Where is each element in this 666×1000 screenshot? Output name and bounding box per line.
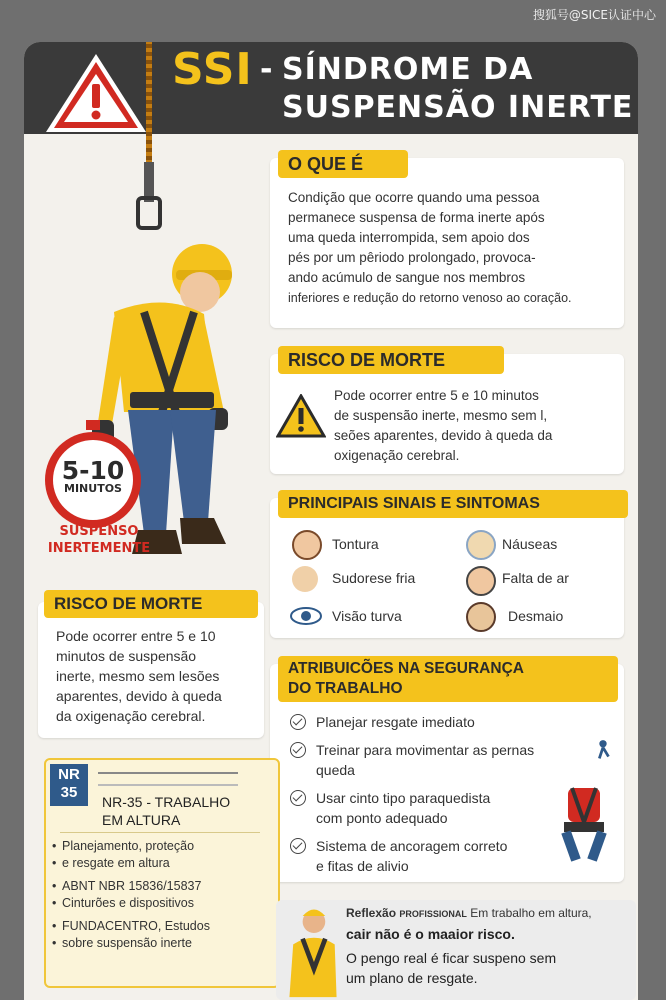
o-que-e-line-4: pés por um pêriodo prolongado, provoca- (288, 250, 536, 265)
sinais-panel (270, 498, 624, 638)
atribuicoes-heading-2: DO TRABALHO (288, 680, 403, 697)
title-acronym: SSI (172, 44, 253, 95)
check-circle-icon (290, 838, 306, 854)
o-que-e-heading: O QUE É (278, 150, 408, 178)
atribuicao-text-3b: com ponto adequado (316, 810, 448, 826)
o-que-e-line-3: uma queda interrompida, sem apoio dos (288, 230, 530, 245)
harness-icon (554, 782, 614, 862)
symptom-label-5: Visão turva (332, 608, 402, 624)
risco-left-heading: RISCO DE MORTE (44, 590, 258, 618)
header-bar (24, 42, 638, 134)
risco-right-line-4: oxigenação cerebral. (334, 448, 460, 463)
title-dash: - (260, 52, 273, 87)
symptom-label-3: Sudorese fria (332, 570, 416, 586)
nr35-badge-line-2: 35 (60, 784, 78, 801)
nr35-document-lines (98, 772, 238, 786)
check-circle-icon (290, 742, 306, 758)
atribuicao-item-2 (290, 740, 590, 784)
fainting-icon (466, 602, 496, 632)
atribuicoes-heading-1: ATRIBUICÕES NA SEGURANÇA (288, 660, 524, 677)
atribuicao-text-1: Planejar resgate imediato (316, 714, 475, 730)
nr35-bullet-1a: • Planejamento, proteção (62, 838, 194, 855)
risco-right-line-1: Pode ocorrer entre 5 e 10 minutos (334, 388, 539, 403)
o-que-e-line-5: ando acúmulo de sangue nos membros (288, 270, 526, 285)
check-circle-icon (290, 790, 306, 806)
symptom-label-1: Tontura (332, 536, 379, 552)
timer-range: 5-10 (61, 456, 125, 485)
sinais-heading: PRINCIPAIS SINAIS E SINTOMAS (278, 490, 628, 518)
reflexao-line-1 (346, 906, 592, 920)
atribuicao-item-1 (290, 712, 590, 734)
nr35-title-2: EM ALTURA (102, 812, 181, 828)
check-circle-icon (290, 714, 306, 730)
worker-portrait-icon (280, 900, 346, 1000)
o-que-e-line-1: Condição que ocorre quando uma pessoa (288, 190, 540, 205)
title-line-2: SUSPENSÃO INERTE (282, 90, 634, 125)
atribuicao-text-4b: e fitas de alivio (316, 858, 409, 874)
leg-movement-icon (592, 738, 614, 766)
atribuicao-text-4: Sistema de ancoragem correto (316, 838, 508, 854)
reflexao-label-caps: PROFISSIONAL (399, 909, 467, 919)
o-que-e-line-2: permanece suspensa de forma inerte após (288, 210, 545, 225)
timer-caption-2: INERTEMENTE (47, 541, 151, 556)
infographic-card (24, 42, 638, 1000)
atribuicao-text-2: Treinar para movimentar as pernas (316, 742, 535, 758)
symptom-label-2: Náuseas (502, 536, 558, 552)
risco-right-line-2: de suspensão inerte, mesmo sem l, (334, 408, 548, 423)
atribuicao-text-2b: queda (316, 762, 355, 778)
nr35-bullet-3b: • sobre suspensão inerte (62, 935, 192, 952)
symptom-label-4: Falta de ar (502, 570, 569, 586)
sweat-face-icon (292, 566, 318, 592)
timer-caption-1: SUSPENSO (59, 524, 139, 539)
risco-left-line-4: aparentes, devido à queda (56, 688, 222, 704)
title-line-1: SÍNDROME DA (282, 52, 534, 87)
nr35-bullet-3a: • FUNDACENTRO, Estudos (62, 918, 210, 935)
risco-left-line-3: inerte, mesmo sem lesões (56, 668, 220, 684)
risco-right-line-3: seões aparentes, devido à queda da (334, 428, 553, 443)
atribuicao-item-4 (290, 836, 590, 880)
risco-right-heading: RISCO DE MORTE (278, 346, 504, 374)
atribuicao-text-3: Usar cinto tipo paraquedista (316, 790, 491, 806)
nr35-divider (60, 832, 260, 833)
warning-triangle-icon (42, 50, 150, 136)
nr35-bullet-2a: • ABNT NBR 15836/15837 (62, 878, 201, 895)
reflexao-line-4: um plano de resgate. (346, 970, 478, 986)
reflexao-line-3: O pengo real é ficar suspeno sem (346, 950, 557, 966)
nr35-badge (50, 764, 88, 806)
symptom-label-6: Desmaio (508, 608, 564, 624)
nr35-bullet-2b: • Cinturões e dispositivos (62, 895, 194, 912)
dizzy-face-icon (292, 530, 322, 560)
nausea-face-icon (466, 530, 496, 560)
risco-left-line-5: da oxigenação cerebral. (56, 708, 206, 724)
risco-left-line-1: Pode ocorrer entre 5 e 10 (56, 628, 216, 644)
breathless-icon (466, 566, 496, 596)
reflexao-label: Reflexão (346, 906, 397, 920)
reflexao-line-1-rest: Em trabalho em altura, (470, 906, 592, 920)
o-que-e-line-6: inferiores e redução do retorno venoso ao coração. (288, 291, 572, 305)
nr35-badge-line-1: NR (58, 766, 80, 783)
nr35-bullet-1b: • e resgate em altura (62, 855, 170, 872)
nr35-title-1: NR-35 - TRABALHO (102, 794, 231, 810)
caution-triangle-icon (276, 394, 326, 438)
timer-unit: MINUTOS (64, 482, 122, 495)
atribuicao-item-3 (290, 788, 590, 832)
risco-left-line-2: minutos de suspensão (56, 648, 197, 664)
watermark: 搜狐号@SICE认证中心 (532, 8, 656, 22)
eye-icon (290, 606, 322, 626)
reflexao-line-2: cair não é o maaior risco. (346, 926, 515, 942)
